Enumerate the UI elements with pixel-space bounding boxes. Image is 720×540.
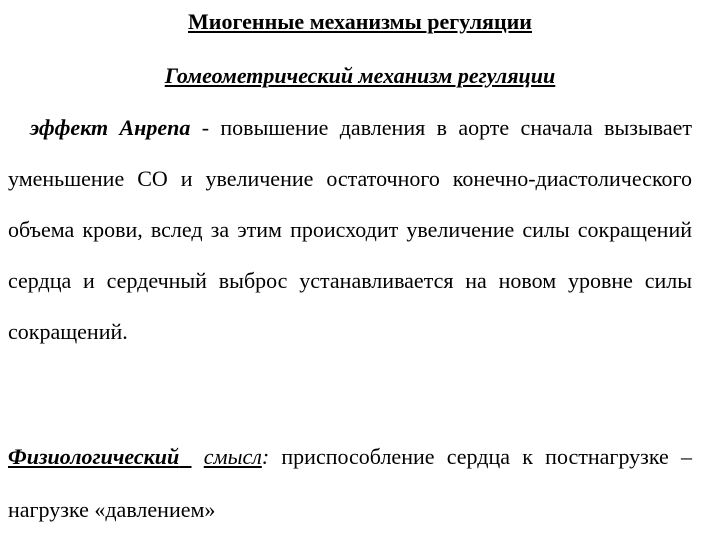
physiological-meaning-paragraph [8, 430, 692, 536]
anrep-effect-term: эффект Анрепа [30, 115, 191, 140]
physiological-meaning-description: приспособление сердца к постнагрузке – нагрузке «давлением» [8, 444, 692, 522]
physiological-meaning-colon: : [261, 444, 270, 469]
anrep-effect-paragraph [8, 102, 692, 357]
slide-title: Миогенные механизмы регуляции [188, 9, 532, 34]
slide-subtitle: Гомеометрический механизм регуляции [164, 63, 556, 88]
anrep-effect-description: - повышение давления в аорте сначала вызывает уменьшение СО и увеличение остаточного конечно-диастолического объема крови, вслед за этим происходит увеличение силы сокращений сердца и сердечный выброс устанавливается на новом уровне силы сокращений. [8, 115, 693, 344]
physiological-meaning-term-word1: Физиологический [8, 444, 180, 469]
physiological-meaning-term-word2: смысл [203, 444, 262, 469]
